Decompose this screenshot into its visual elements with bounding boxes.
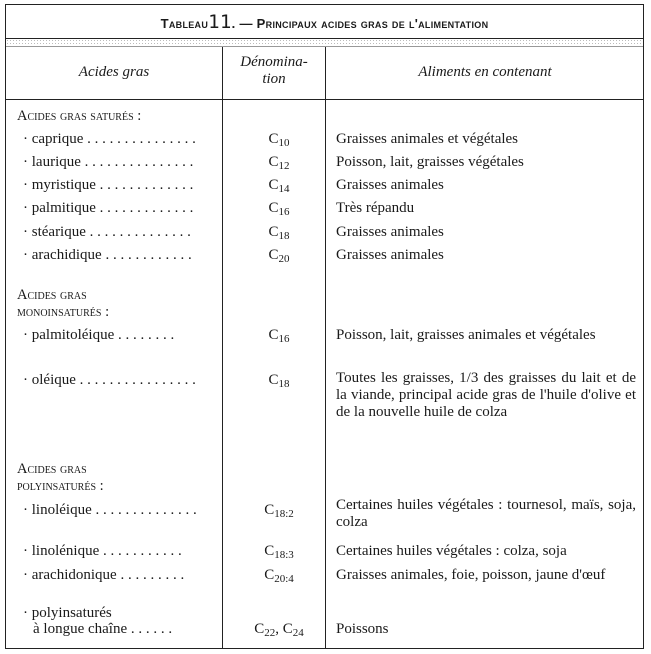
table-title-bar [6,5,643,39]
acid-name: · linoléique . . . . . . . . . . . . . . [23,502,197,518]
acid-name: · oléique . . . . . . . . . . . . . . . . [23,372,196,388]
acid-foods: Graisses animales [336,247,444,263]
acid-code: $C_{18}$ [268,372,290,390]
acid-foods-long-chain: Poissons [336,621,389,637]
acid-code: $C_{16}$ [268,327,290,345]
acid-foods: Graisses animales, foie, poisson, jaune d'œuf [336,567,606,583]
acid-name: · laurique . . . . . . . . . . . . . . . [23,154,194,170]
acid-code: $C_{18}$ [268,224,290,242]
acid-foods: Très répandu [336,200,415,216]
acid-foods: Graisses animales et végétales [336,131,519,147]
acid-name-long-chain: · polyinsaturés à longue chaîne . . . . . . [23,605,173,637]
acid-foods: Toutes les graisses, 1/3 des graisses du lait et de la viande, principal acide gras de l'huile d'olive et de la nouvelle huile de colza [336,370,636,420]
header-denomination [223,54,325,88]
table-frame [5,4,644,649]
acid-foods: Certaines huiles végétales : colza, soja [336,543,567,559]
acid-code: $C_{18:2}$ [264,502,294,520]
acid-code: $C_{12}$ [268,154,290,172]
header-aliments: Aliments en contenant [418,64,552,80]
title-dotted-band [6,39,643,47]
header-rule [6,99,643,100]
acid-code: $C_{18:3}$ [264,543,294,561]
acid-name: · caprique . . . . . . . . . . . . . . . [23,131,196,147]
acid-foods: Graisses animales [336,177,444,193]
group-label-satures: Acides gras saturés : [17,108,142,124]
title-number: 11 [208,11,232,33]
header-denomination-line2: tion [262,71,286,87]
acid-name: · myristique . . . . . . . . . . . . . [23,177,194,193]
acid-code-long-chain: $C_{22}$, $C_{24}$ [254,621,304,639]
title-prefix: Tableau [160,16,209,31]
acid-name: · arachidonique . . . . . . . . . [23,567,185,583]
acid-foods: Certaines huiles végétales : tournesol, maïs, soja, colza [336,497,636,530]
table-title [6,11,643,33]
group-label-monoinsatures: Acides gras monoinsaturés : [17,287,110,320]
acid-foods: Poisson, lait, graisses animales et végétales [336,327,596,343]
acid-foods: Poisson, lait, graisses végétales [336,154,524,170]
acid-code: $C_{16}$ [268,200,290,218]
header-acides-gras: Acides gras [78,64,150,80]
acid-name: · arachidique . . . . . . . . . . . . [23,247,192,263]
acid-foods: Graisses animales [336,224,444,240]
acid-name: · stéarique . . . . . . . . . . . . . . [23,224,191,240]
group-label-polyinsatures: Acides gras polyinsaturés : [17,461,104,494]
acid-code: $C_{14}$ [268,177,290,195]
acid-code: $C_{20:4}$ [264,567,294,585]
acid-name: · palmitoléique . . . . . . . . [23,327,175,343]
acid-name: · palmitique . . . . . . . . . . . . . [23,200,194,216]
acid-code: $C_{20}$ [268,247,290,265]
header-denomination-line1: Dénomina- [240,54,308,70]
acid-name: · linolénique . . . . . . . . . . . [23,543,182,559]
title-suffix: . — Principaux acides gras de l'alimentation [231,16,489,31]
acid-code: $C_{10}$ [268,131,290,149]
